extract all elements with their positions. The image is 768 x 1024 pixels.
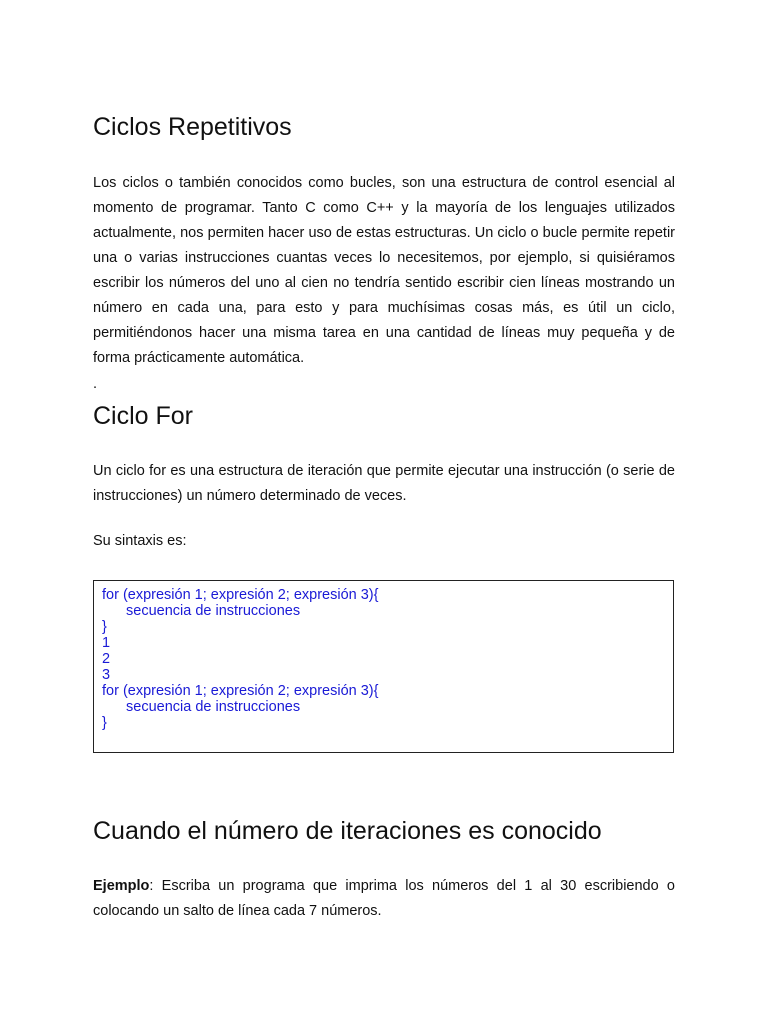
code-line: } — [102, 619, 107, 635]
code-line: secuencia de instrucciones — [126, 699, 301, 715]
code-line: for (expresión 1; expresión 2; expresión 3){ — [102, 683, 379, 699]
code-line: 3 — [102, 667, 111, 683]
paragraph-example — [93, 874, 675, 924]
heading-iteraciones-conocido: Cuando el número de iteraciones es conocido — [93, 817, 602, 845]
code-line: } — [102, 715, 107, 731]
heading-ciclo-for: Ciclo For — [93, 402, 194, 430]
code-line: secuencia de instrucciones — [126, 603, 301, 619]
example-text: : Escriba un programa que imprima los números del 1 al 30 escribiendo o colocando un salto de línea cada 7 números. — [93, 878, 675, 919]
code-line: 2 — [102, 651, 111, 667]
paragraph-intro: Los ciclos o también conocidos como bucles, son una estructura de control esencial al momento de programar. Tanto C como C++ y la mayoría de los lenguajes utilizados actualmente, nos permiten hacer uso de estas estructuras. Un ciclo o bucle permite repetir una o varias instrucciones cuantas veces lo necesitemos, por ejemplo, si quisiéramos escribir los números del uno al cien no tendría sentido escribir cien líneas mostrando un número en cada una, para esto y para muchísimas cosas más, es útil un ciclo, permitiéndonos hacer una misma tarea en una cantidad de líneas muy pequeña y de forma prácticamente automática. — [93, 175, 675, 366]
example-label: Ejemplo — [93, 878, 150, 894]
heading-ciclos-repetitivos: Ciclos Repetitivos — [93, 113, 292, 141]
code-line: for (expresión 1; expresión 2; expresión 3){ — [102, 587, 379, 603]
syntax-label: Su sintaxis es: — [93, 533, 187, 549]
paragraph-for-definition: Un ciclo for es una estructura de iteración que permite ejecutar una instrucción (o serie de instrucciones) un número determinado de veces. — [93, 463, 675, 504]
code-box — [93, 580, 674, 753]
stray-dot: . — [93, 376, 98, 392]
code-line: 1 — [102, 635, 111, 651]
